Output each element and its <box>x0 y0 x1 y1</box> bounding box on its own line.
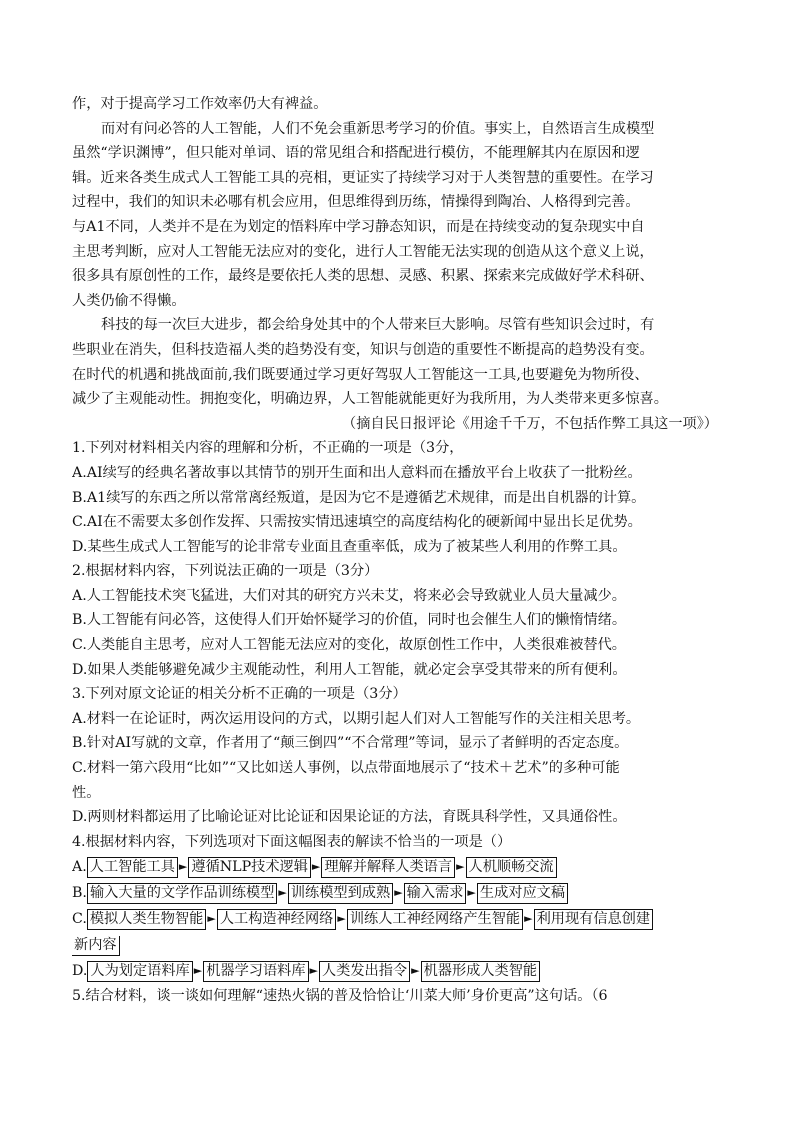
flow-option-c[interactable] <box>72 906 722 932</box>
option-c[interactable]: C.材料一第六段用“比如”“又比如送人事例，以点带面地展示了“技术＋艺术”的多种可能 <box>72 760 620 777</box>
flow-step: 遵循NLP技术逻辑 <box>188 857 311 878</box>
flow-step: 人工构造神经网络 <box>217 909 337 930</box>
arrow-right-icon: ► <box>394 886 403 900</box>
passage-line: 主思考判断，应对人工智能无法应对的变化，进行人工智能无法实现的创造从这个意义上说， <box>72 243 654 260</box>
option-b[interactable]: B.A1续写的东西之所以常常离经叛道，是因为它不是遵循艺术规律，而是出自机器的计算。 <box>72 489 646 506</box>
flow-step: 模拟人类生物智能 <box>87 909 207 930</box>
question-stem: 1.下列对材料相关内容的理解和分析，不正确的一项是（3分， <box>72 440 464 457</box>
flow-step: 机器学习语料库 <box>203 961 308 982</box>
option-label: D. <box>72 963 88 980</box>
arrow-right-icon: ► <box>193 964 203 978</box>
option-label: C. <box>72 911 87 928</box>
exam-page <box>72 92 722 1009</box>
question-4 <box>72 830 722 985</box>
question-2 <box>72 559 722 682</box>
question-1 <box>72 436 722 559</box>
option-d[interactable]: D.如果人类能够避免减少主观能动性，利用人工智能，就必定会享受其带来的所有便利。 <box>72 661 627 678</box>
option-d[interactable]: D.两则材料都运用了比喻论证对比论证和因果论证的方法，育既具科学性，又具通俗性。 <box>72 809 627 826</box>
passage-line: 而对有问必答的人工智能，人们不免会重新思考学习的价值。事实上，自然语言生成模型 <box>101 120 655 137</box>
passage-line: 辑。近来各类生成式人工智能工具的亮相，更证实了持续学习对于人类智慧的重要性。在学习 <box>72 169 654 186</box>
flow-step: 人类发出指令 <box>319 961 410 982</box>
flow-step: 输入大量的文学作品训练模型 <box>87 883 277 904</box>
arrow-right-icon: ► <box>456 860 465 874</box>
flow-option-c-continued <box>72 932 722 958</box>
arrow-right-icon: ► <box>207 912 216 926</box>
passage-line: 与A1不同，人类并不是在为划定的悟料库中学习静态知识，而是在持续变动的复杂现实中自 <box>72 218 645 235</box>
flow-option-a[interactable] <box>72 854 722 880</box>
flow-step-continuation: 新内容 <box>72 936 120 956</box>
flow-step: 机器形成人类智能 <box>421 961 541 982</box>
passage-line: 在时代的机遇和挑战面前,我们既要通过学习更好驾驭人工智能这一工具,也要避免为物所役、 <box>72 366 649 383</box>
option-c[interactable]: C.人类能自主思考，应对人工智能无法应对的变化，故原创性工作中，人类很难被替代。 <box>72 637 626 654</box>
source-citation: （摘自民日报评论《用途千千万，不包括作弊工具这一项》） <box>342 415 718 432</box>
passage-line: 人类仍偷不得懒。 <box>72 292 186 309</box>
flow-step: 人工智能工具 <box>87 857 178 878</box>
passage-line: 虽然“学识渊博”，但只能对单词、语的常见组合和搭配进行模仿，不能理解其内在原因和逻 <box>72 145 640 162</box>
option-c-continued: 性。 <box>72 784 101 801</box>
option-a[interactable]: A.材料一在论证时，两次运用设问的方式，以期引起人们对人工智能写作的关注相关思考。 <box>72 710 641 727</box>
option-d[interactable]: D.某些生成式人工智能写的论非常专业面且查重率低，成为了被某些人利用的作弊工具。 <box>72 538 627 555</box>
arrow-right-icon: ► <box>467 886 476 900</box>
question-3 <box>72 682 722 830</box>
flow-option-d[interactable] <box>72 958 722 984</box>
arrow-right-icon: ► <box>278 886 287 900</box>
option-a[interactable]: A.AI续写的经典名著故事以其情节的别开生面和出人意料而在播放平台上收获了一批粉丝。 <box>72 464 642 481</box>
passage-line: 减少了主观能动性。拥抱变化，明确边界，人工智能就能更好为我所用，为人类带来更多惊喜。 <box>72 391 668 408</box>
flow-step: 人机顺畅交流 <box>466 857 557 878</box>
arrow-right-icon: ► <box>309 964 318 978</box>
option-b[interactable]: B.人工智能有问必答，这使得人们开始怀疑学习的价值，同时也会催生人们的懒惰情绪。 <box>72 612 627 629</box>
question-stem: 4.根据材料内容，下列选项对下面这幅图表的解读不恰当的一项是（） <box>72 833 512 850</box>
flow-step: 训练人工神经网络产生智能 <box>347 909 523 930</box>
flow-option-b[interactable] <box>72 880 722 906</box>
passage-line: 科技的每一次巨大进步，都会给身处其中的个人带来巨大影响。尽管有些知识会过时，有 <box>101 317 655 334</box>
flow-step: 理解并解释人类语言 <box>321 857 455 878</box>
arrow-right-icon: ► <box>311 860 321 874</box>
option-label: A. <box>72 859 87 876</box>
question-stem: 3.下列对原文论证的相关分析不正确的一项是（3分） <box>72 686 407 703</box>
passage-line: 过程中，我们的知识未必哪有机会应用，但思维得到历练，情操得到陶冶、人格得到完善。 <box>72 194 640 211</box>
flow-step: 训练模型到成熟 <box>288 883 393 904</box>
arrow-right-icon: ► <box>411 964 420 978</box>
arrow-right-icon: ► <box>178 860 188 874</box>
flow-step: 生成对应文稿 <box>477 883 568 904</box>
arrow-right-icon: ► <box>524 912 533 926</box>
flow-step: 输入需求 <box>404 883 467 904</box>
question-5 <box>72 984 722 1009</box>
option-b[interactable]: B.针对AI写就的文章，作者用了“颠三倒四”“不合常理”等词，显示了者鲜明的否定态度。 <box>72 735 629 752</box>
passage-line: 很多具有原创性的工作，最终是要依托人类的思想、灵感、积累、探索来完成做好学术科研、 <box>72 268 654 285</box>
arrow-right-icon: ► <box>337 912 346 926</box>
option-a[interactable]: A.人工智能技术突飞猛进，大们对其的研究方兴未艾，将来必会导致就业人员大量减少。 <box>72 587 626 604</box>
question-stem: 5.结合材料，谈一谈如何理解“速热火锅的普及恰恰让‘川菜大师’身价更高”这句话。（6 <box>72 988 608 1005</box>
passage-line: 些职业在消失，但科技造福人类的趋势没有变，知识与创造的重要性不断提高的趋势没有变。 <box>72 341 654 358</box>
flow-step: 利用现有信息创建 <box>534 909 654 930</box>
option-label: B. <box>72 885 87 902</box>
passage-line: 作，对于提高学习工作效率仍大有裨益。 <box>72 96 328 112</box>
flow-step: 人为划定语料库 <box>87 961 192 982</box>
option-c[interactable]: C.AI在不需要太多创作发挥、只需按实情迅速填空的高度结构化的硬新闻中显出长足优势。 <box>72 514 642 531</box>
question-stem: 2.根据材料内容，下列说法正确的一项是（3分） <box>72 563 379 580</box>
reading-passage <box>72 92 722 412</box>
